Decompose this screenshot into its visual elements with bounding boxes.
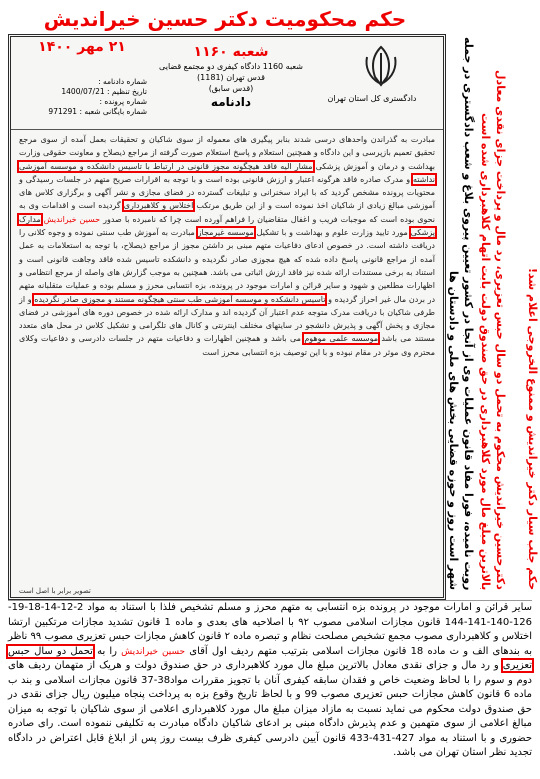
ruling-text: را به <box>97 645 118 657</box>
side-note-3: رویت نامیده، فورا مفاد قانون عملیات وی از آنجا در کشور تعیین پیروی بلاغ و شعب دادگستری در جمله شهر است روز و حوزه قضایی بخش های ملی و دادستان ها <box>447 36 475 590</box>
paragraph: گردیده است و اقدامات وی به نحوی بوده است که موجبات فریب و اغفال متقاضیان را فراهم آورده است چرا که نامبرده با صدور <box>19 201 436 224</box>
court-heading <box>151 43 311 110</box>
verdict-document <box>8 34 446 600</box>
date-stamp: ۲۱ مهر ۱۴۰۰ <box>38 39 126 55</box>
court-name: شعبه 1160 دادگاه کیفری دو مجتمع قضایی قدس تهران (1181) <box>159 62 303 82</box>
branch-number: شعبه ۱۱۶۰ <box>193 44 269 60</box>
highlight-medical-degrees: مدارک پزشکی <box>19 214 436 238</box>
verdict-ruling <box>8 600 532 777</box>
ruling-text: سایر قرائن و امارات موجود در پرونده بزه انتسابی به متهم محرز و مسلم تشخیص فلذا با استناد به مواد 2-12-14-18-19-126-140-141-144 قانون مجازات اسلامی مصوب ۹۲ با اصلاحیه های بعدی و ماده 1 قانون تشدید مجازات مرتکبین ارتشا اختلاس و کلاهبرداری مصوب مجمع تشخیص مصلحت نظام و تبصره ماده ۲ قانون کاهش مجازات حبس تعزیری مصوب ۹۹ ناظر به بندهای الف و ت ماده 18 قانون مجازات اسلامی بترتیب متهم ردیف اول آقای <box>8 602 533 657</box>
meta-line: تاریخ تنظیم : 1400/07/21 <box>61 87 147 96</box>
ruling-text: و رد مال و جزای نقدی معادل بالاترین مبلغ مال مورد کلاهبرداری در حق صندوق دولت و هریک از متهمان ردیف های دوم و سوم را با لحاظ وضعیت خاص و فقدان سابقه کیفری آنان با تجویز مقررات مواد38-37 قانون مجازات اسلامی و بند ب ماده 6 قانون کاهش مجازات حبس تعزیری مصوب 99 و با لحاظ تاریخ وقوع بزه به پرداخت پنجاه میلیون ریال جزای نقدی در حق صندوق دولت محکوم می نماید نسبت به مازاد میزان مبلغ مال مورد کلاهبرداری اعلامی از سوی شاکیان با توجه به میزان مبالغ اعلامی از سوی متهمین و عدم پذیرش دادگاه مبنی بر ادعای شاکیان دادگاه مبادرت به تکلیفی ننموده است. رای صادره حضوری و با استناد به مواد 427-431-433 قانون آیین دادرسی کیفری ظرف بیست روز پس از ابلاغ قابل اعتراض در دادگاه تجدید نظر استان تهران می باشد. <box>8 660 533 758</box>
side-note-2: دکترحسین خیراندیش محکوم به تحمل دو سال حبس تعزیری، رد مال و پرداخت جزای نقدی معادل بالاترین مبلغ مال مورد کلاهبرداری در حق صندوق دولت بابت اتهام کلاهبرداری شده است <box>479 70 507 590</box>
document-header <box>11 37 443 130</box>
name-tag: حسین خیراندیش <box>121 646 186 657</box>
highlight-two-years-prison: تحمل دو سال حبس تعزیری <box>8 645 532 671</box>
paragraph: می باشد و همچنین اظهارات و دفاعیات متهم در جلسات دادرسی و دفاعیات وکلای محترم وی موثر در مقام نبوده و با این توصیف بزه انتسابی محرز است <box>19 334 435 357</box>
certified-copy-note: تصویر برابر با اصل است <box>19 587 91 595</box>
paragraph: مورد تایید وزارت علوم و بهداشت و با تشکیل <box>256 228 408 238</box>
highlight-embezzlement: اختلاس و کلاهبرداری <box>123 201 194 211</box>
paragraph: مبادرت به آموزش طب سنتی نموده و وجوه کلانی را دریافت داشته است. در خصوص ادعای دفاعیات متهم مبنی بر داشتن مجوز از مراجع ذیصلاح، با توجه به استعلامات به عمل آمده از مراجع قانونی پاسخ داده شده که هیچ مجوزی صادر نگردیده و دانشکده تاسیس شده فاقد وجاهت قانونی است و استناد به برخی مستندات ارائه شده نیز فاقد ارزش اثباتی می باشد. همچنین به موجب گزارش های واصله از مرجع انتظامی و اظهارات مطلعین و شهود و سایر قرائن و امارات موجود در پرونده، بزه انتسابی محرز و مسلم بوده و عملیات متقلبانه متهم در بردن مال غیر احراز گردیده و <box>19 228 436 304</box>
headline: حکم محکومیت دکتر حسین خیراندیش <box>43 7 407 31</box>
verdict-title: دادنامه <box>210 95 252 109</box>
highlight-no-license: مشار الیه فاقد هیچگونه مجوز قانونی در ارتباط با تاسیس دانشکده و موسسه آموزشی نداشته <box>19 161 436 184</box>
meta-line: شماره بایگانی شعبه : 971291 <box>48 107 147 116</box>
paragraph: و مدرک صادره فاقد هرگونه اعتبار و ارزش قانونی بوده است و با توجه به اقرارات صریح متهم در جلسات رسیدگی و محتویات پرونده مشخص گردید که با ایراد سخنرانی و تبلیغات گسترده در فضای مجازی و نشر آگهی و برگزاری کلاس های آموزشی مبالغ زیادی از شاکیان اخذ نموده است و از این طریق مرتکب <box>19 174 436 211</box>
highlight-fake-institute: موسسه علمی موهوم <box>304 334 378 344</box>
iran-emblem-icon <box>359 43 403 89</box>
verdict-body <box>19 133 435 359</box>
court-sub: (قدس سابق) <box>208 84 254 93</box>
name-tag: حسین خیراندیش <box>43 214 101 224</box>
highlight-unauthorized-institute: موسسه غیرمجاز <box>197 228 254 238</box>
side-note-1: حکم جلب سیار دکتر خیراندیش و ممنوع الخروجی اعلام شد! <box>526 267 539 590</box>
highlight-no-permit: تاسیس دانشکده و موسسه آموزشی طب سنتی هیچگونه مستند و مجوزی صادر نگردیده <box>34 294 326 304</box>
judiciary-org: دادگستری کل استان تهران <box>327 94 417 103</box>
paragraph: و از طرفی شاکیان با دریافت مدرک متوجه عدم اعتبار آن گردیده اند و مدارک ارائه شده در خصوص دوره های آموزشی در فضای مجازی و پخش آگهی و پذیرش دانشجو در سایتهای مختلف اینترنتی و کانال های تلگرامی و تشکیل کلاس در محل های متعدد مستند می باشد <box>19 294 436 344</box>
meta-line: شماره پرونده : <box>99 97 147 106</box>
paragraph: مبادرت به گذراندن واحدهای درسی شدند بنابر پیگیری های معموله از سوی شاکیان و تحقیقات بعمل آمده از سوی مرجع تحقیق تعمیم بازپرسی و این دادگاه و همچنین استعلام و پاسخ استعلام صورت گرفته از مراجع ذیصلاح و معاونت حقوقی وزارت بهداشت و درمان و آموزش پزشکی <box>19 135 436 171</box>
meta-line: شماره دادنامه : <box>98 77 147 86</box>
side-annotations <box>445 30 540 590</box>
case-metadata <box>17 77 147 117</box>
